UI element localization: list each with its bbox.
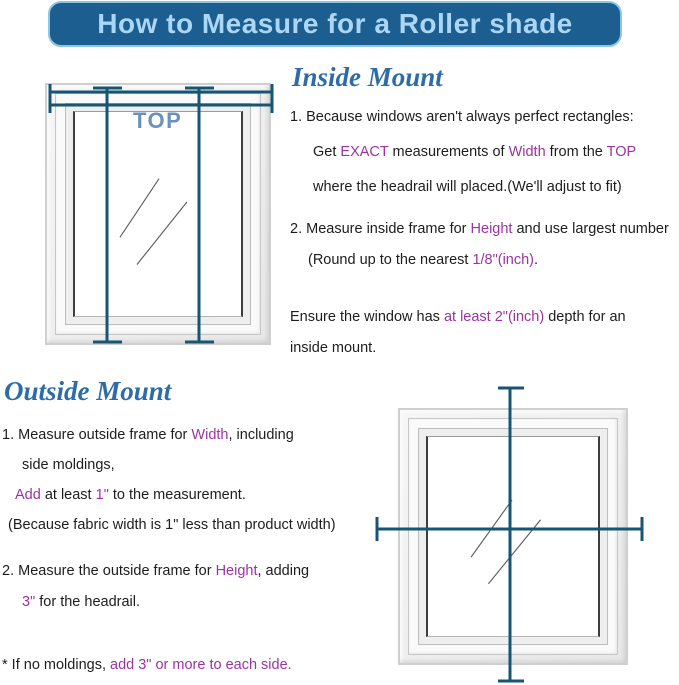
instruction-line: (Round up to the nearest 1/8"(inch). bbox=[308, 252, 539, 268]
page-title: How to Measure for a Roller shade bbox=[97, 8, 573, 39]
instruction-line: inside mount. bbox=[290, 340, 377, 356]
instruction-line: 2. Measure the outside frame for Height, adding bbox=[2, 563, 310, 579]
outside-mount-measurement-lines bbox=[372, 380, 652, 685]
outside-mount-moldings-note bbox=[2, 650, 292, 680]
instruction-line: side moldings, bbox=[22, 457, 115, 473]
header-banner bbox=[48, 1, 622, 47]
inside-mount-heading: Inside Mount bbox=[292, 62, 443, 92]
instruction-line: Ensure the window has at least 2"(inch) depth for an bbox=[290, 309, 626, 325]
top-edge-label: TOP bbox=[133, 108, 183, 133]
instruction-line: where the headrail will placed.(We'll adjust to fit) bbox=[313, 179, 622, 195]
outside-mount-heading: Outside Mount bbox=[4, 376, 172, 406]
instruction-line: * If no moldings, add 3" or more to each side. bbox=[2, 657, 292, 673]
inside-mount-step-1 bbox=[290, 100, 636, 205]
instruction-line: Add at least 1" to the measurement. bbox=[15, 487, 246, 503]
inside-mount-depth-note bbox=[290, 302, 626, 364]
outside-mount-step-1 bbox=[2, 420, 336, 540]
inside-mount-step-2 bbox=[290, 214, 669, 276]
instruction-line: (Because fabric width is 1" less than product width) bbox=[8, 517, 336, 533]
instruction-line: 2. Measure inside frame for Height and use largest number bbox=[290, 221, 669, 237]
instruction-line: 1. Measure outside frame for Width, including bbox=[2, 427, 294, 443]
instruction-line: Get EXACT measurements of Width from the TOP bbox=[313, 144, 637, 160]
instruction-line: 3" for the headrail. bbox=[22, 594, 141, 610]
outside-mount-step-2 bbox=[2, 556, 309, 618]
instruction-line: 1. Because windows aren't always perfect rectangles: bbox=[290, 109, 634, 125]
